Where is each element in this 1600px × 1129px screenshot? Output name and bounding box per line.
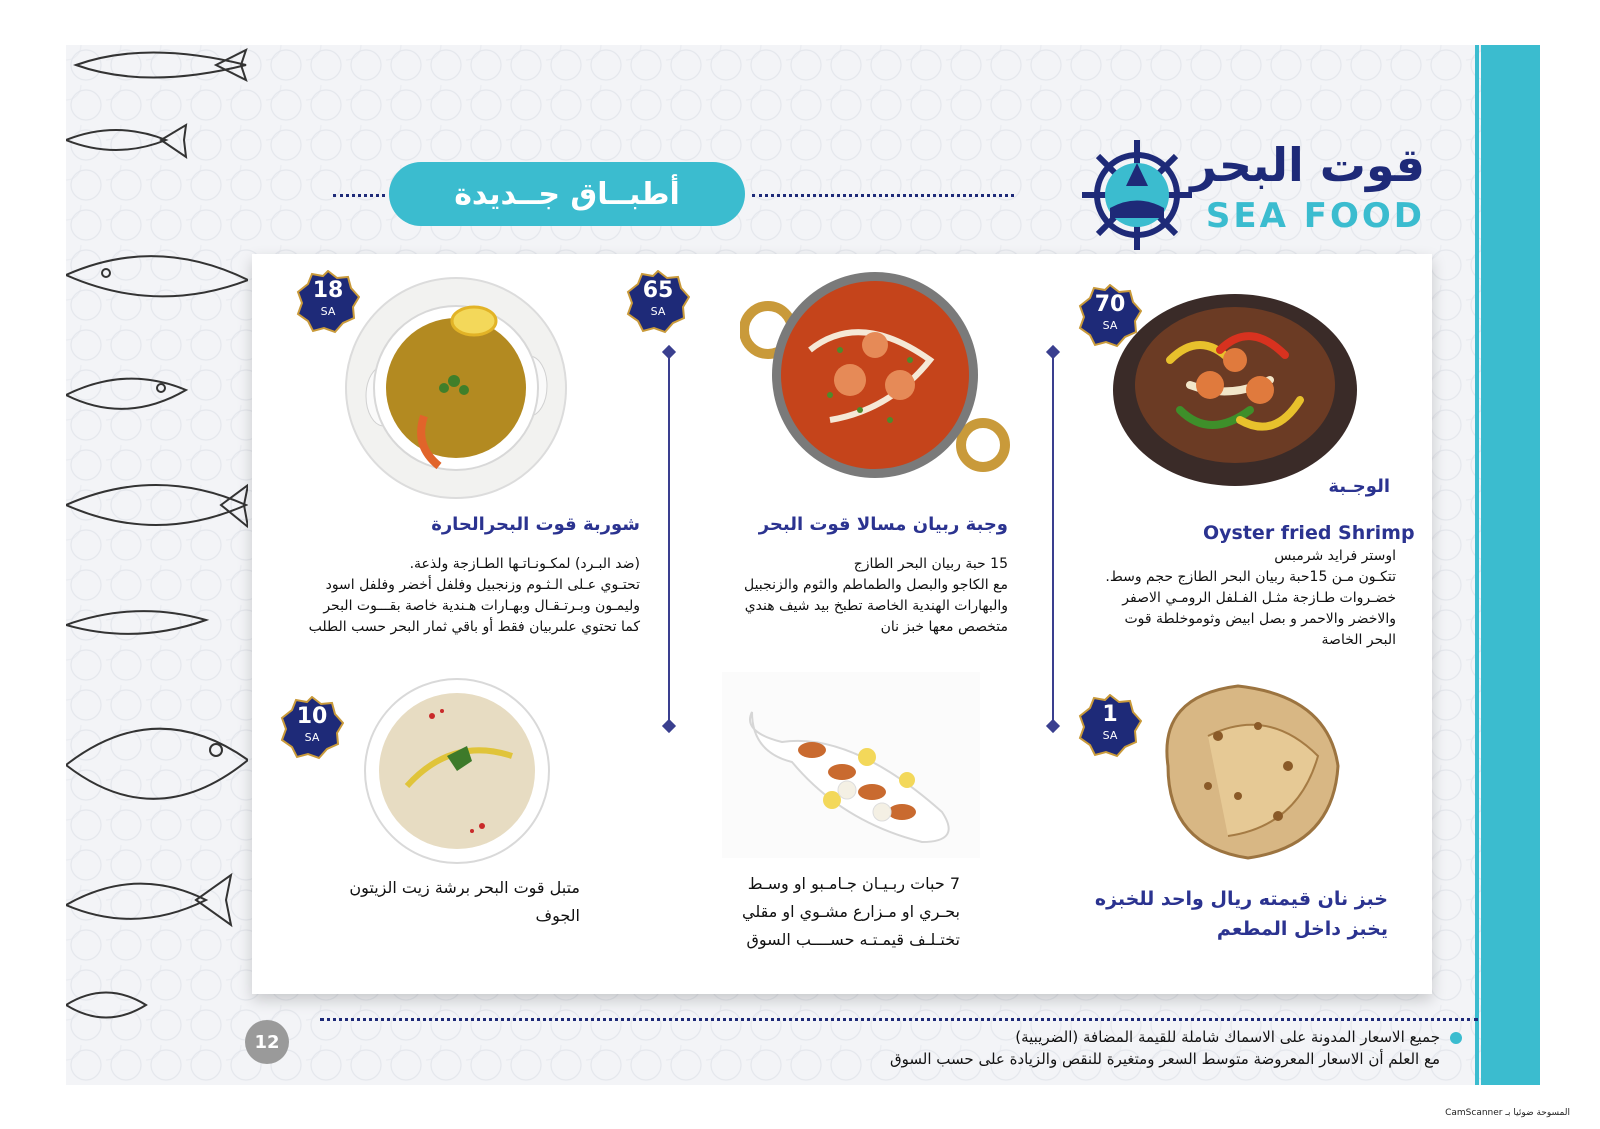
description-line: والبهارات الهندية الخاصة تطبخ بيد شيف هندي xyxy=(744,598,1008,614)
disclaimer-line: مع العلم أن الاسعار المعروضة متوسط السعر ومتغيرة للنقص والزيادة على حسب السوق xyxy=(890,1050,1440,1068)
description-line: 15 حبة ربيان البحر الطازج xyxy=(853,556,1008,572)
title-dotted-line-right xyxy=(752,194,1014,197)
dish-description xyxy=(690,870,960,954)
dish-description xyxy=(1056,546,1396,651)
title-dotted-line-left xyxy=(333,194,385,197)
description-line: تتكـون مـن 15حبة ربيان البحر الطازج حجم وسط. xyxy=(1105,569,1396,585)
description-line: كما تحتوي علىربيان فقط أو باقي ثمار البحر حسب الطلب xyxy=(308,619,640,635)
mutabal-dip-photo xyxy=(362,676,552,866)
description-line: 7 حبات ربـيـان جـامـبو او وسـط xyxy=(747,874,960,893)
description-line: والاخضر والاحمر و بصل ابيض وثوموخلطة قوت xyxy=(1124,611,1396,627)
price-value: 65 xyxy=(642,278,674,303)
description-line: يخبز داخل المطعم xyxy=(1216,918,1388,940)
dish-description xyxy=(320,874,580,930)
dish-title-arabic: وجبة ربيان مسالا قوت البحر xyxy=(758,514,1008,535)
description-line: تحتـوي عـلى الـثـوم وزنجبيل وفلفل أخضر وفلفل اسود xyxy=(325,577,640,593)
masala-shrimp-photo xyxy=(740,270,1010,485)
price-badge xyxy=(280,696,344,760)
sizzling-shrimp-photo xyxy=(1110,290,1360,490)
grilled-jumbo-shrimp-photo xyxy=(722,672,980,858)
price-value: 10 xyxy=(296,704,328,729)
dish-description xyxy=(1088,884,1388,944)
description-line: اوستر فرايد شرمبس xyxy=(1274,548,1396,564)
price-value: 1 xyxy=(1102,702,1118,727)
brand-logo xyxy=(1080,138,1425,248)
column-divider xyxy=(1052,352,1054,726)
description-line: متبل قوت البحر برشة زيت الزيتون xyxy=(349,878,580,897)
price-badge xyxy=(1078,694,1142,758)
naan-bread-photo xyxy=(1148,676,1353,866)
price-value: 70 xyxy=(1094,292,1126,317)
description-line: خبز نان قيمته ريال واحد للخبزه xyxy=(1094,888,1388,910)
brand-name-arabic: قوت البحر xyxy=(1190,138,1425,192)
price-currency: SA xyxy=(1102,729,1118,742)
description-line: بحـري او مـزارع مشـوي او مقلي xyxy=(741,902,960,921)
description-line: الجوف xyxy=(535,906,580,925)
footer-dotted-line xyxy=(320,1018,1478,1021)
price-currency: SA xyxy=(320,305,336,318)
column-divider xyxy=(668,352,670,726)
fish-sketch-icon xyxy=(66,45,248,1045)
price-currency: SA xyxy=(304,731,320,744)
teal-side-band xyxy=(1481,45,1540,1085)
description-line: خضـروات طـازجة مثـل الفـلفل الرومـي الاصفر xyxy=(1122,590,1396,606)
price-currency: SA xyxy=(1102,319,1118,332)
scanner-watermark: المسوحة ضوئيا بـ CamScanner xyxy=(1445,1108,1570,1118)
dish-title-english: Oyster fried Shrimp xyxy=(1203,522,1415,544)
description-line: متخصص معها خبز نان xyxy=(880,619,1008,635)
price-badge xyxy=(626,270,690,334)
price-badge xyxy=(296,270,360,334)
brand-name-english: SEA FOOD xyxy=(1205,196,1425,236)
description-line: (ضد البـرد) لمكـونـاتـها الطـازجة ولذعة. xyxy=(409,556,640,572)
price-value: 18 xyxy=(312,278,344,303)
price-currency: SA xyxy=(650,305,666,318)
page-number: 12 xyxy=(245,1020,289,1064)
dish-description xyxy=(688,554,1008,638)
price-disclaimer xyxy=(780,1026,1440,1070)
spicy-seafood-soup-photo xyxy=(344,276,569,501)
ship-wheel-icon xyxy=(1080,138,1195,253)
fish-illustration-strip xyxy=(66,45,248,1045)
price-badge xyxy=(1078,284,1142,348)
description-line: تختـلـف قيمـتـه حســــب السوق xyxy=(746,930,960,949)
description-line: وليمـون وبـرتـقـال وبهـارات هـندية خاصة بقـــوت البحر xyxy=(323,598,640,614)
disclaimer-line: جميع الاسعار المدونة على الاسماك شاملة للقيمة المضافة (الضريبية) xyxy=(1015,1028,1440,1046)
description-line: البحر الخاصة xyxy=(1321,632,1396,648)
bullet-icon xyxy=(1450,1032,1462,1044)
dish-description xyxy=(260,554,640,638)
section-title: أطبــاق جــديدة xyxy=(389,162,745,226)
dish-title-arabic: الوجـبة xyxy=(1328,476,1390,497)
dish-title-arabic: شوربة قوت البحرالحارة xyxy=(431,514,640,535)
description-line: مع الكاجو والبصل والطماطم والثوم والزنجبيل xyxy=(743,577,1008,593)
